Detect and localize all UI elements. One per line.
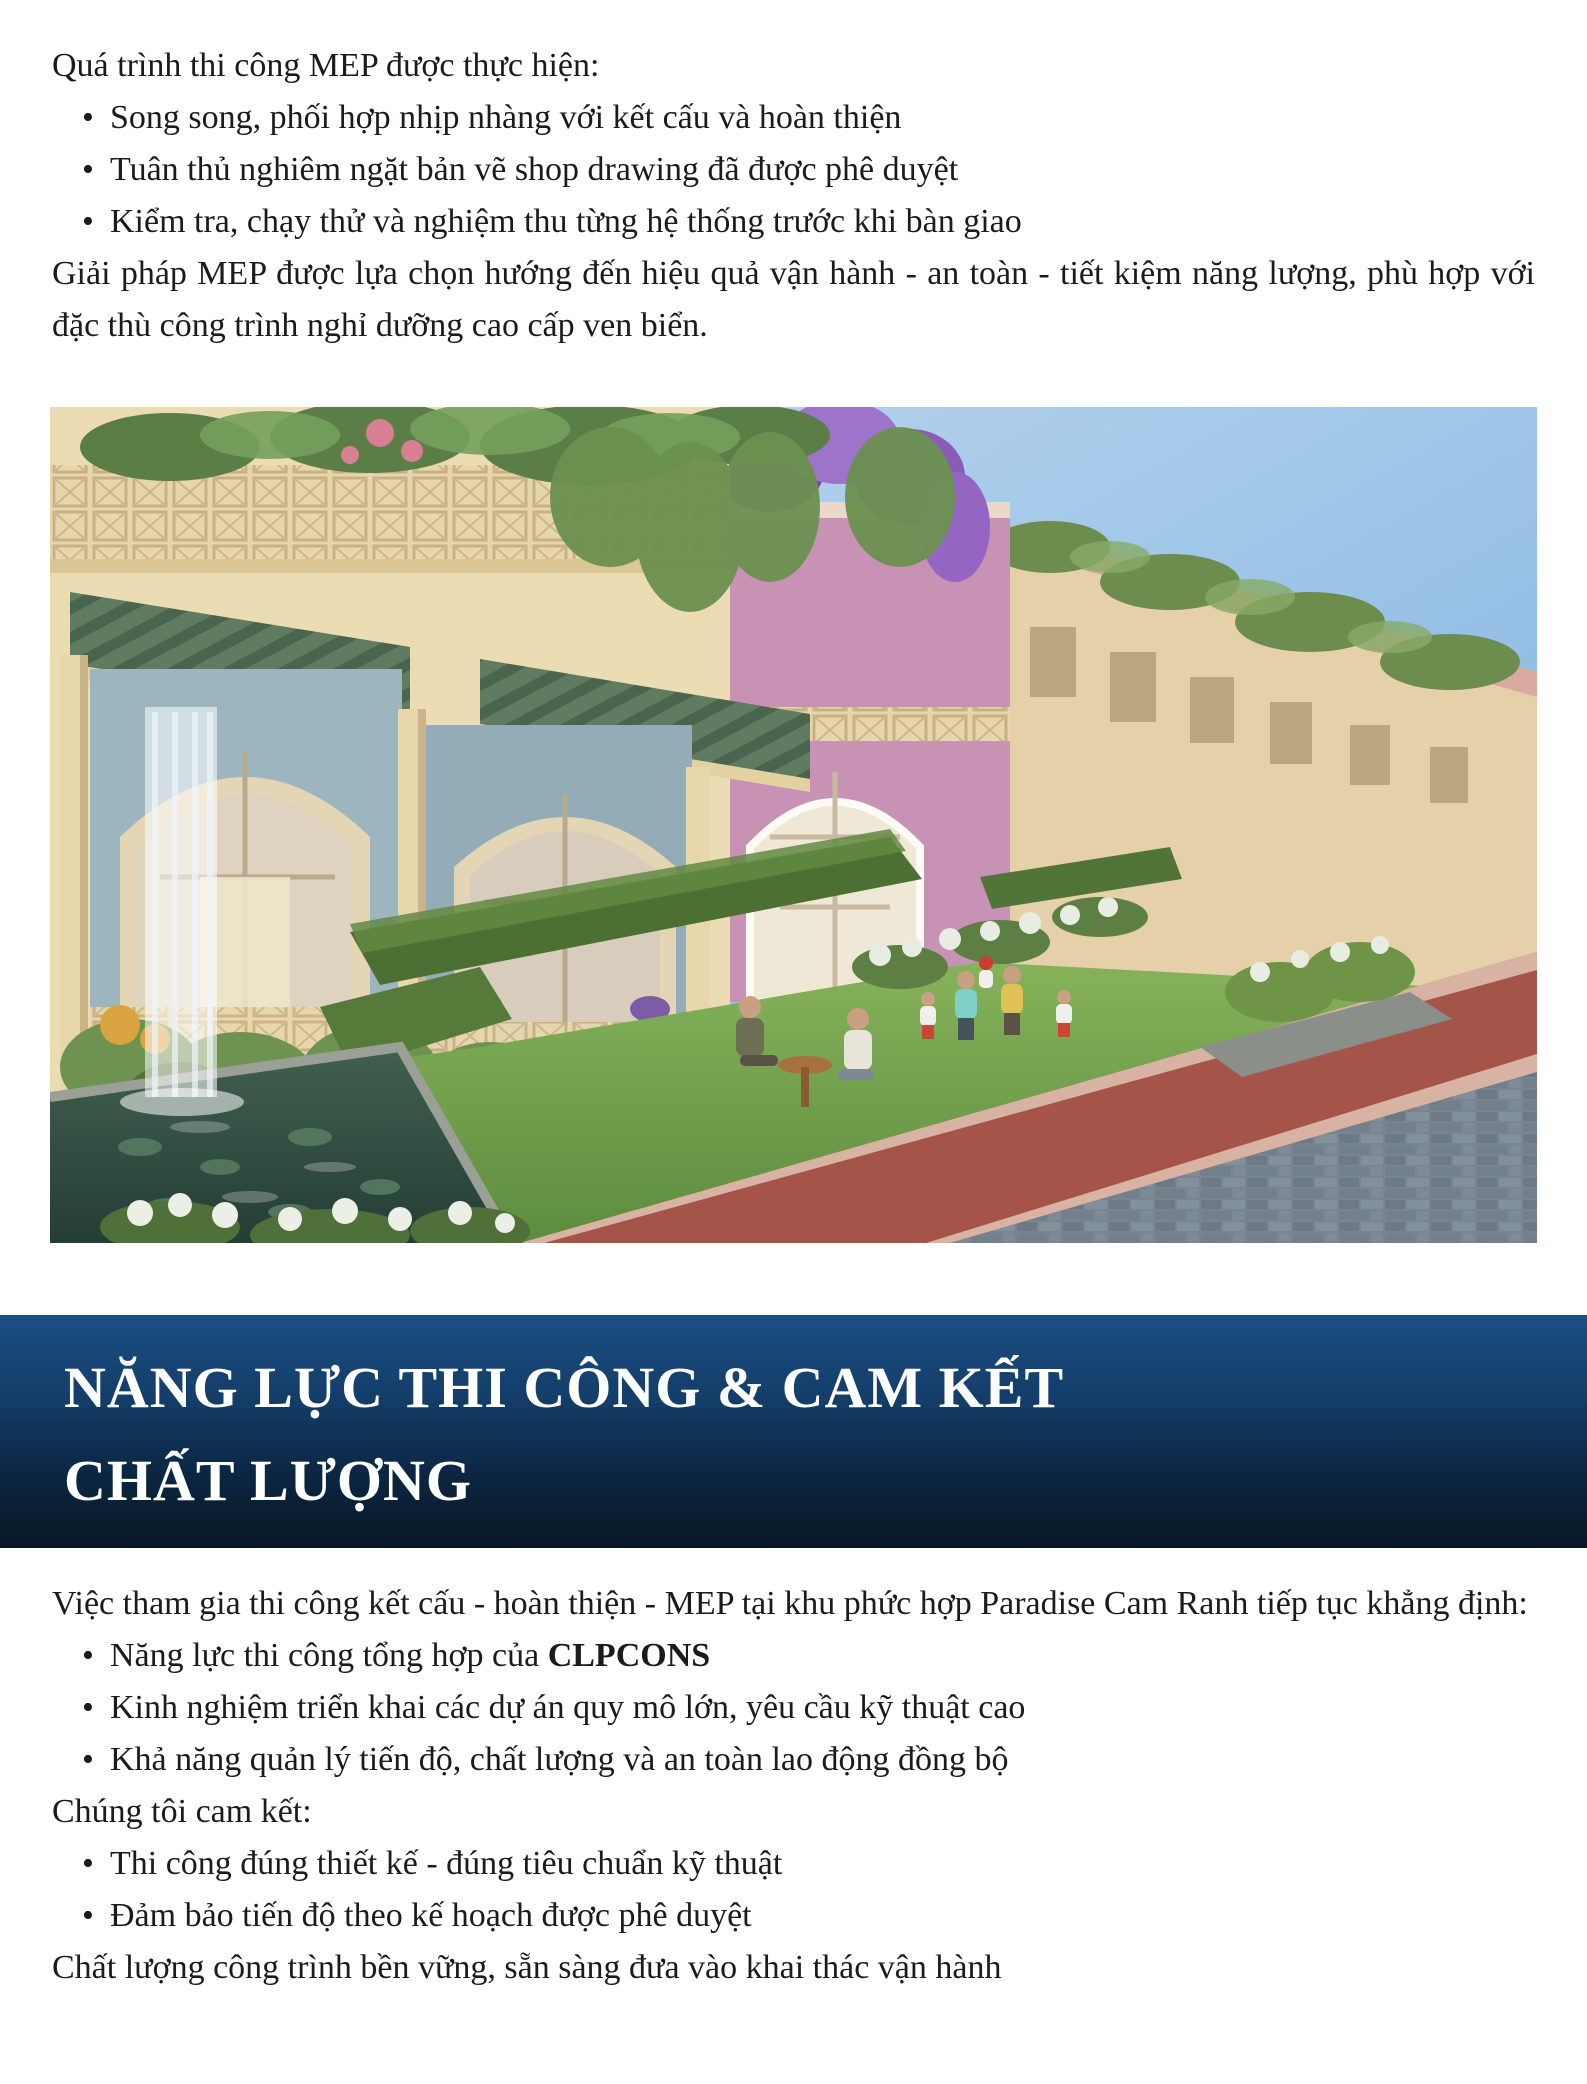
intro-closing: Giải pháp MEP được lựa chọn hướng đến hiệu quả vận hành - an toàn - tiết kiệm năng lượng, phù hợp với đặc thù công trình nghỉ dưỡng cao cấp ven biển. xyxy=(52,255,1535,344)
banner-title-line1: NĂNG LỰC THI CÔNG & CAM KẾT xyxy=(64,1355,1065,1420)
list-item xyxy=(52,144,1535,196)
bullet-text: Tuân thủ nghiêm ngặt bản vẽ shop drawing đã được phê duyệt xyxy=(110,151,959,188)
intro-bullet-list xyxy=(52,92,1535,248)
company-name: CLPCONS xyxy=(547,1637,711,1674)
capability-section xyxy=(0,1548,1587,1994)
bullet-text: Kinh nghiệm triển khai các dự án quy mô lớn, yêu cầu kỹ thuật cao xyxy=(110,1689,1026,1726)
bullet-text: Song song, phối hợp nhịp nhàng với kết cấu và hoàn thiện xyxy=(110,99,902,136)
commit-lead: Chúng tôi cam kết: xyxy=(52,1793,312,1830)
intro-lead: Quá trình thi công MEP được thực hiện: xyxy=(52,47,600,84)
capability-closing: Chất lượng công trình bền vững, sẵn sàng đưa vào khai thác vận hành xyxy=(52,1949,1002,1986)
list-item xyxy=(52,1630,1535,1682)
intro-section xyxy=(0,0,1587,352)
commit-bullet-list xyxy=(52,1838,1535,1942)
bullet-text: Đảm bảo tiến độ theo kế hoạch được phê duyệt xyxy=(110,1897,752,1934)
list-item xyxy=(52,1682,1535,1734)
list-item xyxy=(52,1734,1535,1786)
bullet-text: Khả năng quản lý tiến độ, chất lượng và an toàn lao động đồng bộ xyxy=(110,1741,1009,1778)
hero-image xyxy=(50,407,1537,1243)
banner-title xyxy=(64,1341,1547,1527)
capability-lead: Việc tham gia thi công kết cấu - hoàn thiện - MEP tại khu phức hợp Paradise Cam Ranh tiếp tục khẳng định: xyxy=(52,1585,1528,1622)
banner-title-line2: CHẤT LƯỢNG xyxy=(64,1448,472,1513)
capability-bullet-list xyxy=(52,1630,1535,1786)
list-item xyxy=(52,1890,1535,1942)
list-item xyxy=(52,1838,1535,1890)
section-banner xyxy=(0,1315,1587,1548)
list-item xyxy=(52,92,1535,144)
bullet-text: Kiểm tra, chạy thử và nghiệm thu từng hệ thống trước khi bàn giao xyxy=(110,203,1022,240)
bullet-text: Năng lực thi công tổng hợp của xyxy=(110,1637,548,1674)
list-item xyxy=(52,196,1535,248)
bullet-text: Thi công đúng thiết kế - đúng tiêu chuẩn kỹ thuật xyxy=(110,1845,783,1882)
villa-render-illustration xyxy=(50,407,1537,1243)
